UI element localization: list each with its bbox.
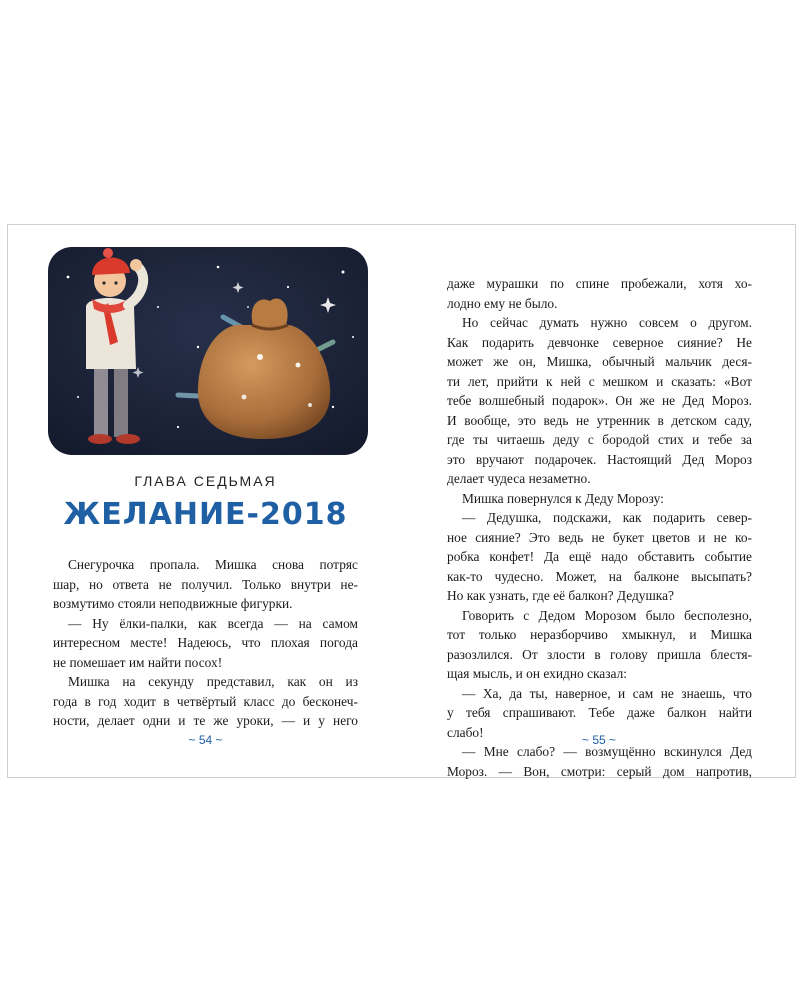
- text-line: у тебя спрашивают. Тебе даже балкон найти: [447, 705, 752, 720]
- text-line: ти лет, прийти к ней с мешком и сказать: «Вот: [447, 373, 752, 389]
- text-line: года в год ходит в четвёртый класс до бесконеч-: [53, 693, 358, 709]
- text-line: тот только неразборчиво хмыкнул, и Мишка: [447, 627, 752, 642]
- right-page-text: [447, 274, 752, 781]
- chapter-label: ГЛАВА СЕДЬМАЯ: [134, 473, 277, 489]
- text-line: — Ну ёлки-палки, как всегда — на самом: [68, 615, 358, 631]
- text-line: даже мурашки по спине пробежали, хотя хо-: [447, 276, 752, 291]
- text-line: Мишка на секунду представил, как он из: [68, 674, 358, 689]
- text-line: интересном месте! Надеюсь, что плохая погода: [53, 635, 358, 650]
- text-line: Говорить с Дедом Морозом было бесполезно,: [462, 607, 752, 623]
- text-line: слабо!: [447, 724, 484, 740]
- text-line: Но сейчас думать нужно совсем о другом.: [462, 315, 752, 330]
- text-line: Но как узнать, где её балкон? Дедушка?: [447, 588, 674, 603]
- text-line: робка конфет! Да ещё надо обставить событие: [447, 549, 752, 564]
- text-line: тебе волшебный подарок». Он же не Дед Мороз.: [447, 393, 752, 408]
- page-number-right: ~ 55 ~: [581, 733, 617, 747]
- chapter-illustration: [48, 247, 368, 455]
- text-line: возмутимо стояли неподвижные фигурки.: [53, 596, 293, 611]
- text-line: Мишка повернулся к Деду Морозу:: [462, 490, 664, 506]
- text-line: делает чудеса незаметно.: [447, 471, 591, 486]
- text-line: Снегурочка пропала. Мишка снова потряс: [68, 557, 358, 572]
- text-line: ное сияние? Это ведь не букет цветов и не ко-: [447, 529, 752, 545]
- text-line: Мороз. — Вон, смотри: серый дом напротив,: [447, 763, 752, 779]
- book-spread: [7, 224, 796, 778]
- text-line: И вообще, это ведь не утренник в детском саду,: [447, 412, 752, 428]
- right-page: [403, 225, 795, 777]
- left-page-text: [53, 555, 358, 731]
- text-line: это вручают подарочек. Настоящий Дед Мороз: [447, 451, 752, 467]
- text-line: Как подарить девчонке северное сияние? Не: [447, 334, 752, 350]
- text-line: как-то чудесно. Может, на балконе высыпать?: [447, 568, 752, 584]
- text-line: — Дедушка, подскажи, как подарить север-: [462, 510, 752, 525]
- text-line: лодно ему не было.: [447, 295, 558, 311]
- text-line: — Мне слабо? — возмущённо вскинулся Дед: [462, 744, 752, 759]
- text-line: шар, но ответа не получил. Только внутри не-: [53, 576, 358, 592]
- text-line: ности, делает одни и те же уроки, — и у него: [53, 713, 358, 728]
- text-line: щая мысль, и он ехидно сказал:: [447, 666, 627, 681]
- chapter-title: ЖЕЛАНИЕ-2018: [63, 497, 348, 532]
- page-number-left: ~ 54 ~: [188, 733, 223, 747]
- text-line: где ты читаешь деду с бородой стих и тебе за: [447, 432, 752, 447]
- text-line: разозлился. От злости в голову пришла блестя-: [447, 646, 752, 662]
- left-page: [8, 225, 403, 777]
- text-line: — Ха, да ты, наверное, и сам не знаешь, что: [462, 685, 752, 701]
- text-line: может же он, Мишка, обычный мальчик деся-: [447, 354, 752, 369]
- text-line: не помешает им найти посох!: [53, 654, 223, 670]
